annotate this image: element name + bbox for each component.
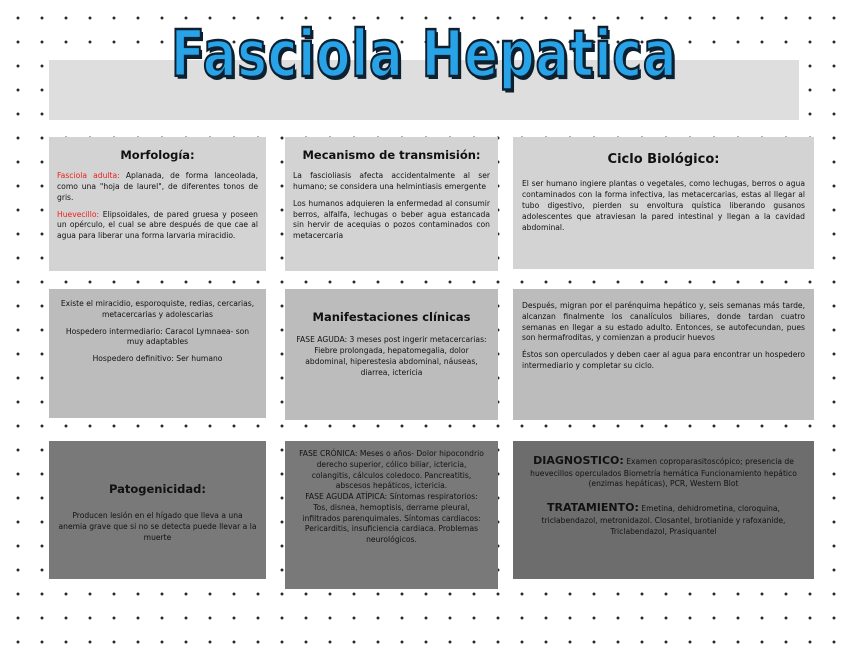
ciclo-cont-p2: Éstos son operculados y deben caer al agua para encontrar un hospedero intermediario y completar su ciclo. bbox=[522, 350, 805, 370]
morfologia-card bbox=[49, 137, 266, 271]
morfologia-heading: Morfología: bbox=[120, 148, 195, 162]
manifestaciones-heading: Manifestaciones clínicas bbox=[312, 310, 471, 324]
patogenicidad-card bbox=[49, 441, 266, 579]
tratamiento-label: TRATAMIENTO: bbox=[547, 501, 639, 515]
ciclo-heading: Ciclo Biológico: bbox=[607, 152, 720, 167]
patogenicidad-text: Producen lesión en el hígado que lleva a una anemia grave que si no se detecta puede llevar a la muerte bbox=[58, 511, 257, 542]
huevecillo-label: Huevecillo: bbox=[57, 209, 100, 219]
patogenicidad-heading: Patogenicidad: bbox=[108, 482, 207, 496]
fasciola-adulta-text bbox=[57, 171, 258, 203]
huevecillo-desc: Elipsoidales, de pared gruesa y poseen un opérculo, el cual se abre después de que cae al agua para liberar una forma larvaria miracidio. bbox=[57, 209, 258, 241]
hospedero-definitivo: Hospedero definitivo: Ser humano bbox=[92, 354, 223, 364]
tratamiento-text bbox=[523, 500, 804, 537]
fase-atipica-text: FASE AGUDA ATÍPICA: Síntomas respiratorios: Tos, disnea, hemoptisis, derrame pleural, infiltrados parenquimales. Síntomas cardiacos: Pericarditis, insuficiencia cardiaca. Problemas neurológicos. bbox=[302, 492, 481, 545]
fasciola-adulta-desc: Aplanada, de forma lanceolada, como una "hoja de laurel", de diferentes tonos de gris. bbox=[57, 171, 258, 202]
diagnostico-label: DIAGNOSTICO: bbox=[533, 454, 624, 467]
mecanismo-p2: Los humanos adquieren la enfermedad al consumir berros, alfalfa, lechugas o beber agua estancada sin hervir de acequias o pozos contaminados con metacercaria bbox=[293, 198, 490, 241]
huevecillo-text bbox=[57, 210, 258, 242]
diagnostico-card bbox=[513, 441, 814, 579]
manifestaciones-card bbox=[285, 289, 498, 420]
fase-cronica-text: FASE CRÓNICA: Meses o años- Dolor hipocondrio derecho superior, cólico biliar, ictericia, colangitis, cálculos coledoco. Pancreatitis, abscesos hepáticos, ictericia. bbox=[299, 449, 484, 491]
hospedero-intermediario: Hospedero intermediario: Caracol Lymnaea- son muy adaptables bbox=[65, 326, 250, 347]
page-title: Fasciola Hepatica bbox=[170, 18, 678, 92]
tratamiento-desc: Emetina, dehidrometina, cloroquina, triclabendazol, metronidazol. Closantel, brotianide y rafoxanide, Triclabendazol, Prasiquantel bbox=[541, 504, 786, 536]
mecanismo-heading: Mecanismo de transmisión: bbox=[302, 148, 481, 162]
mecanismo-p1: La fascioliasis afecta accidentalmente al ser humano; se considera una helmintiasis emergente bbox=[293, 171, 490, 192]
diagnostico-desc: Examen coproparasitoscópico; presencia de huevecillos operculados Biometría hemática Funcionamiento hepático (enzimas hepáticas), PCR, Western Blot bbox=[530, 457, 797, 489]
ciclo-cont-card bbox=[513, 289, 814, 420]
estadios-p1: Existe el miracidio, esporoquiste, redias, cercarias, metacercarias y adolescarias bbox=[60, 299, 255, 319]
fase-aguda-text: FASE AGUDA: 3 meses post ingerir metacercarias: Fiebre prolongada, hepatomegalia, dolor abdominal, hiperestesia abdominal, náuseas, diarrea, ictericia bbox=[296, 335, 487, 377]
fasciola-adulta-label: Fasciola adulta: bbox=[57, 171, 120, 181]
ciclo-cont-p1: Después, migran por el parénquima hepático y, seis semanas más tarde, alcanzan finalmente los canalículos biliares, donde tardan cuatro semanas en llegar a su estado adulto. Entonces, se autofecundan, pues son hermafroditas, y comienzan a producir huevos bbox=[522, 301, 805, 343]
diagnostico-text bbox=[523, 453, 804, 490]
ciclo-card bbox=[513, 137, 814, 269]
estadios-card bbox=[49, 289, 266, 418]
fases-card bbox=[285, 441, 498, 589]
mecanismo-card bbox=[285, 137, 498, 271]
ciclo-p1: El ser humano ingiere plantas o vegetales, como lechugas, berros o agua contaminados con la forma infectiva, las metacercarias, estas al llegar al tubo digestivo, pierden su envoltura quística liberando gusanos adolescentes que atraviesan la pared intestinal y llegan a la cavidad abdominal. bbox=[522, 179, 805, 232]
